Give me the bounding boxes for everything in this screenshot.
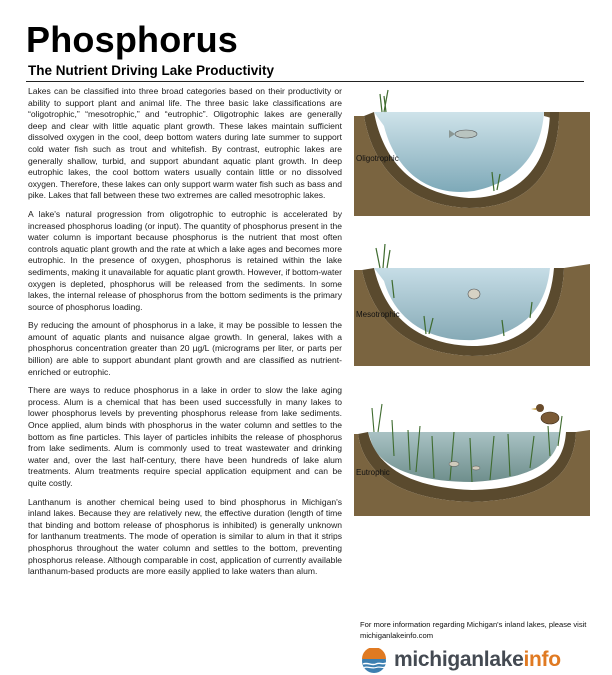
paragraph-reduction: By reducing the amount of phosphorus in a lake, it may be possible to lessen the amount of aquatic plants and nuisance algae growth. In general, lakes with a phosphorus concentration greater than 20 µg/L (micrograms per liter, or parts per billion) are able to support abundant plant growth and are classified as nutrient-enriched or eutrophic. [28, 320, 342, 377]
title-rule [26, 81, 584, 82]
oligotrophic-label: Oligotrophic [356, 154, 399, 163]
eutrophic-figure [354, 386, 590, 516]
logo-word-lake: lake [483, 648, 524, 671]
michiganlakeinfo-logo[interactable] [360, 648, 590, 674]
page-title: Phosphorus [26, 19, 239, 60]
paragraph-alum: There are ways to reduce phosphorus in a lake in order to slow the lake aging process. Alum is a chemical that has been used successfully in many lakes to lower phosphorus levels by preventing phosphorus release from lake sediments. Once applied, alum binds with phosphorus in the water column and settles to the bottom as fine particles. This layer of particles inhibits the release of phosphorus from lake sediments. Alum is commonly used to treat wastewater and drinking water and, over the last half-century, there have been hundreds of lake alum treatments. Alum treatments require special application equipment and can be quite costly. [28, 385, 342, 488]
lake-figures [354, 86, 590, 626]
article-body [28, 86, 342, 585]
mesotrophic-label: Mesotrophic [356, 310, 400, 319]
mesotrophic-figure [354, 236, 590, 366]
circle-sun-water-icon [360, 648, 390, 674]
logo-word-info: info [523, 648, 561, 671]
paragraph-lanthanum: Lanthanum is another chemical being used to bind phosphorus in Michigan's inland lakes. Because they are relatively new, the effective duration (length of time that binding and bottom release of phosphorus is inhibited) is generally unknown for lanthanum treatments. The mode of operation is similar to alum in that it strips phosphorus throughout the water column and settles to the bottom, preventing phosphorus release. Although comparable in cost, application of currently available lanthanum-based products are more easily applied to lake waters than alum. [28, 496, 342, 577]
paragraph-progression: A lake's natural progression from oligotrophic to eutrophic is accelerated by increased phosphorus loading (or input). The quantity of phosphorus present in the water column is important because phosphorus is the nutrient that most often controls aquatic plant growth and the rate at which a lake ages and becomes more eutrophic. In the presence of oxygen, phosphorus is retained within the lake sediments, making it unavailable for aquatic plant growth. However, if bottom-water oxygen is depleted, phosphorus will be released from the sediments. In some lakes, the internal release of phosphorus from the bottom sediments is the primary source of phosphorus loading. [28, 208, 343, 312]
eutrophic-lake-illustration [354, 386, 590, 516]
mesotrophic-lake-illustration [354, 236, 590, 366]
oligotrophic-lake-illustration [354, 86, 590, 216]
oligotrophic-figure [354, 86, 590, 216]
page-subtitle: The Nutrient Driving Lake Productivity [28, 63, 275, 78]
logo-wordmark [394, 648, 561, 672]
duck-icon [531, 404, 559, 424]
eutrophic-label: Eutrophic [356, 468, 390, 477]
fish-icon [468, 289, 480, 299]
logo-word-michigan: michigan [394, 648, 484, 671]
info-footnote: For more information regarding Michigan's inland lakes, please visit michiganlakeinfo.com [360, 620, 587, 640]
paragraph-classification: Lakes can be classified into three broad categories based on their productivity or ability to support plant and animal life. The three basic lake classifications are “oligotrophic,” “mesotrophic,” and “eutrophic”. Oligotrophic lakes are generally deep and clear with little aquatic plant growth. These lakes maintain sufficient dissolved oxygen in the cool, deep bottom waters during late summer to support cold water fish such as trout and whitefish. By contrast, eutrophic lakes are generally shallow, turbid, and support abundant aquatic plant growth. In deep eutrophic lakes, the cool bottom waters usually contain little or no dissolved oxygen. Therefore, these lakes can only support warm water fish such as bass and pike. Lakes that fall between these two extremes are called mesotrophic lakes. [28, 86, 342, 201]
